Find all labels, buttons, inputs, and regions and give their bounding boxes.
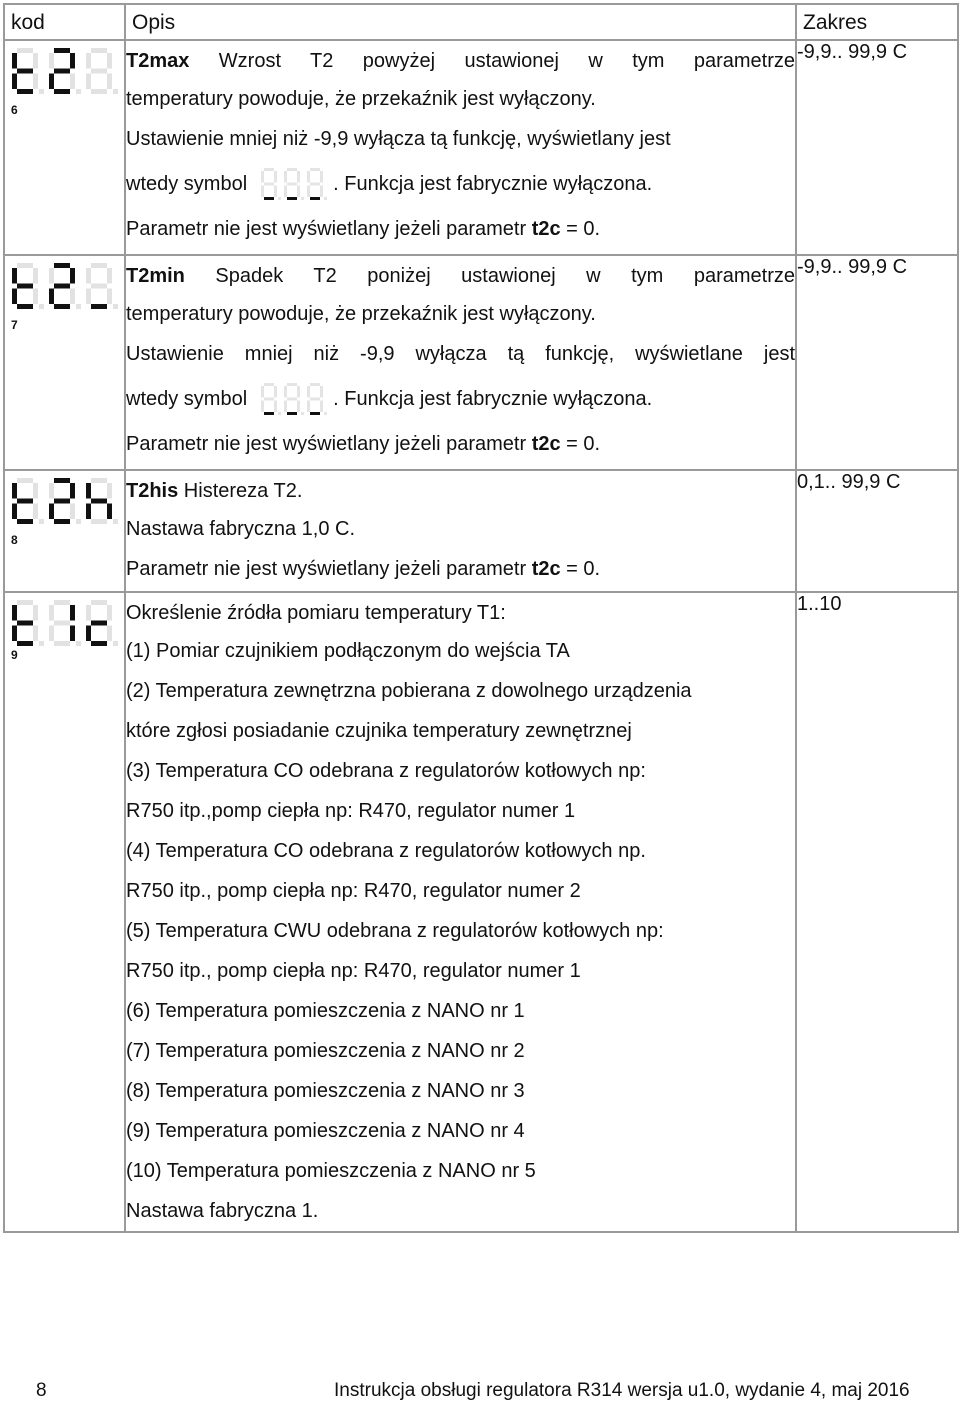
lcd-segment [264, 383, 274, 386]
lcd-segment [54, 263, 70, 268]
lcd-segment [12, 626, 17, 642]
lcd-segment [17, 478, 33, 483]
lcd-segment [274, 400, 277, 412]
lcd-segment [12, 605, 17, 621]
desc-line: (4) Temperatura CO odebrana z regulatorów kotłowych np. [126, 840, 646, 862]
desc-line: T2min Spadek T2 poniżej ustawionej w tym parametrze [126, 265, 795, 287]
lcd-segment [54, 48, 70, 53]
desc-line: Nastawa fabryczna 1,0 C. [126, 518, 355, 540]
lcd-segment [33, 483, 38, 499]
table-header-row [4, 4, 958, 40]
zakres-cell: 0,1.. 99,9 C [796, 470, 958, 592]
lcd-dot [76, 89, 81, 94]
lcd-segment [70, 74, 75, 90]
desc-line: Parametr nie jest wyświetlany jeżeli parametr t2c = 0. [126, 558, 601, 580]
lcd-segment [54, 69, 70, 74]
lcd-segment [91, 263, 107, 268]
desc-line: R750 itp., pomp ciepła np: R470, regulator numer 1 [126, 960, 581, 982]
table-row [4, 40, 958, 255]
desc-line: (8) Temperatura pomieszczenia z NANO nr 3 [126, 1080, 525, 1102]
lcd-segment [287, 383, 297, 386]
lcd-segment [49, 483, 54, 499]
lcd-segment [91, 621, 107, 626]
lcd-segment [86, 605, 91, 621]
desc-line: (3) Temperatura CO odebrana z regulatorów kotłowych np: [126, 760, 646, 782]
desc-line: temperatury powoduje, że przekaźnik jest wyłączony. [126, 88, 596, 110]
lcd-dot [113, 304, 118, 309]
desc-line: które zgłosi posiadanie czujnika temperatury zewnętrznej [126, 720, 632, 742]
lcd-segment [284, 171, 287, 183]
lcd-segment [320, 400, 323, 412]
lcd-segment [54, 284, 70, 289]
lcd-segment [33, 504, 38, 520]
lcd-segment [33, 289, 38, 305]
lcd-segment [264, 182, 274, 185]
lcd-segment [91, 600, 107, 605]
lcd-segment [107, 74, 112, 90]
lcd-segment [17, 600, 33, 605]
lcd-segment [264, 397, 274, 400]
lcd-segment [54, 621, 70, 626]
header-zakres: Zakres [796, 4, 958, 40]
header-kod: kod [4, 4, 125, 40]
lcd-segment [12, 483, 17, 499]
lcd-segment [91, 284, 107, 289]
lcd-segment [307, 185, 310, 197]
lcd-segment [274, 185, 277, 197]
lcd-segment [284, 400, 287, 412]
lcd-segment [54, 600, 70, 605]
lcd-segment [297, 185, 300, 197]
lcd-segment [86, 483, 91, 499]
lcd-segment [17, 519, 33, 524]
lcd-segment [310, 197, 320, 200]
lcd-segment [261, 185, 264, 197]
lcd-segment [310, 397, 320, 400]
lcd-segment [12, 53, 17, 69]
lcd-segment [91, 69, 107, 74]
header-opis: Opis [125, 4, 796, 40]
zakres-cell: -9,9.. 99,9 C [796, 40, 958, 255]
lcd-display-t2-underscore [8, 261, 120, 313]
lcd-segment [91, 89, 107, 94]
lcd-segment [54, 478, 70, 483]
lcd-segment [17, 263, 33, 268]
lcd-segment [70, 626, 75, 642]
lcd-segment [107, 289, 112, 305]
lcd-segment [107, 268, 112, 284]
opis-cell [125, 40, 796, 255]
lcd-segment [17, 499, 33, 504]
lcd-segment [107, 504, 112, 520]
row-number: 8 [11, 533, 18, 547]
table-row [4, 592, 958, 1232]
lcd-segment [320, 386, 323, 398]
desc-line: R750 itp.,pomp ciepła np: R470, regulator numer 1 [126, 800, 576, 822]
lcd-segment [91, 641, 107, 646]
lcd-segment [107, 605, 112, 621]
lcd-segment [49, 53, 54, 69]
lcd-dot [39, 519, 44, 524]
desc-line: Ustawienie mniej niż -9,9 wyłącza tą funkcję, wyświetlany jest [126, 128, 671, 150]
lcd-segment [107, 483, 112, 499]
lcd-segment [287, 182, 297, 185]
desc-line: (7) Temperatura pomieszczenia z NANO nr 2 [126, 1040, 525, 1062]
lcd-segment [287, 412, 297, 415]
desc-line: T2his Histereza T2. [126, 480, 303, 502]
lcd-segment [310, 168, 320, 171]
desc-line: temperatury powoduje, że przekaźnik jest wyłączony. [126, 303, 596, 325]
lcd-segment [49, 605, 54, 621]
lcd-segment [49, 626, 54, 642]
row-number: 7 [11, 318, 18, 332]
row-number: 6 [11, 103, 18, 117]
lcd-segment [17, 284, 33, 289]
lcd-segment [284, 185, 287, 197]
lcd-segment [17, 69, 33, 74]
lcd-segment [107, 53, 112, 69]
dash-symbol-icon [259, 380, 331, 420]
desc-line: R750 itp., pomp ciepła np: R470, regulator numer 2 [126, 880, 581, 902]
lcd-dot [278, 412, 281, 415]
desc-line: (10) Temperatura pomieszczenia z NANO nr 5 [126, 1160, 536, 1182]
lcd-segment [86, 268, 91, 284]
lcd-segment [261, 386, 264, 398]
kod-cell [4, 40, 125, 255]
lcd-segment [17, 48, 33, 53]
opis-cell [125, 470, 796, 592]
lcd-display-t2h [8, 476, 120, 528]
lcd-segment [297, 386, 300, 398]
lcd-segment [12, 268, 17, 284]
lcd-segment [284, 386, 287, 398]
desc-line: Ustawienie mniej niż -9,9 wyłącza tą funkcję, wyświetlane jest [126, 343, 795, 365]
lcd-segment [54, 89, 70, 94]
lcd-segment [310, 383, 320, 386]
lcd-segment [264, 197, 274, 200]
lcd-segment [287, 168, 297, 171]
lcd-segment [49, 504, 54, 520]
lcd-segment [320, 185, 323, 197]
table-row [4, 470, 958, 592]
lcd-segment [310, 412, 320, 415]
lcd-segment [33, 268, 38, 284]
lcd-segment [91, 304, 107, 309]
desc-line: Określenie źródła pomiaru temperatury T1: [126, 602, 506, 624]
lcd-display-t2 [8, 46, 120, 98]
lcd-dot [113, 519, 118, 524]
lcd-segment [91, 48, 107, 53]
lcd-segment [107, 626, 112, 642]
desc-line: (2) Temperatura zewnętrzna pobierana z dowolnego urządzenia [126, 680, 692, 702]
desc-line: wtedy symbol . Funkcja jest fabrycznie wyłączona. [126, 159, 795, 209]
lcd-segment [264, 168, 274, 171]
lcd-segment [287, 397, 297, 400]
desc-line: (6) Temperatura pomieszczenia z NANO nr 1 [126, 1000, 525, 1022]
lcd-dot [76, 304, 81, 309]
desc-line: (1) Pomiar czujnikiem podłączonym do wejścia TA [126, 640, 570, 662]
lcd-segment [86, 504, 91, 520]
lcd-segment [297, 400, 300, 412]
lcd-display-t1c [8, 598, 120, 650]
lcd-segment [70, 268, 75, 284]
zakres-cell: -9,9.. 99,9 C [796, 255, 958, 470]
lcd-segment [287, 197, 297, 200]
lcd-segment [17, 304, 33, 309]
lcd-segment [12, 74, 17, 90]
lcd-segment [17, 621, 33, 626]
lcd-dot [113, 641, 118, 646]
lcd-dot [39, 89, 44, 94]
zakres-cell: 1..10 [796, 592, 958, 1232]
lcd-segment [49, 268, 54, 284]
lcd-segment [86, 74, 91, 90]
kod-cell [4, 470, 125, 592]
lcd-dot [39, 304, 44, 309]
lcd-segment [49, 289, 54, 305]
lcd-segment [33, 53, 38, 69]
desc-line: T2max Wzrost T2 powyżej ustawionej w tym parametrze [126, 50, 795, 72]
page-number: 8 [36, 1380, 47, 1401]
lcd-segment [54, 499, 70, 504]
desc-line: Parametr nie jest wyświetlany jeżeli parametr t2c = 0. [126, 218, 601, 240]
lcd-segment [17, 89, 33, 94]
lcd-segment [70, 289, 75, 305]
lcd-segment [49, 74, 54, 90]
lcd-segment [91, 478, 107, 483]
desc-line: Nastawa fabryczna 1. [126, 1200, 319, 1222]
lcd-segment [274, 386, 277, 398]
footer-title: Instrukcja obsługi regulatora R314 wersja u1.0, wydanie 4, maj 2016 [334, 1380, 910, 1401]
lcd-segment [86, 53, 91, 69]
lcd-segment [91, 519, 107, 524]
lcd-dot [39, 641, 44, 646]
parameter-table [3, 3, 959, 1233]
lcd-segment [307, 171, 310, 183]
lcd-segment [261, 400, 264, 412]
lcd-segment [310, 182, 320, 185]
lcd-segment [320, 171, 323, 183]
lcd-segment [307, 386, 310, 398]
opis-cell [125, 255, 796, 470]
lcd-segment [54, 519, 70, 524]
lcd-segment [70, 605, 75, 621]
lcd-segment [54, 641, 70, 646]
desc-line: Parametr nie jest wyświetlany jeżeli parametr t2c = 0. [126, 433, 601, 455]
lcd-dot [301, 412, 304, 415]
lcd-segment [12, 289, 17, 305]
lcd-segment [70, 53, 75, 69]
lcd-segment [297, 171, 300, 183]
lcd-segment [261, 171, 264, 183]
row-number: 9 [11, 648, 18, 662]
desc-line: wtedy symbol . Funkcja jest fabrycznie wyłączona. [126, 374, 795, 424]
lcd-segment [12, 504, 17, 520]
table-row [4, 255, 958, 470]
desc-line: (9) Temperatura pomieszczenia z NANO nr 4 [126, 1120, 525, 1142]
lcd-segment [264, 412, 274, 415]
lcd-segment [33, 74, 38, 90]
lcd-segment [70, 504, 75, 520]
dash-symbol-icon [259, 165, 331, 205]
lcd-dot [76, 641, 81, 646]
lcd-dot [76, 519, 81, 524]
lcd-dot [324, 412, 327, 415]
lcd-segment [33, 626, 38, 642]
lcd-dot [324, 197, 327, 200]
lcd-dot [278, 197, 281, 200]
lcd-segment [54, 304, 70, 309]
lcd-segment [86, 289, 91, 305]
kod-cell [4, 592, 125, 1232]
lcd-segment [274, 171, 277, 183]
desc-line: (5) Temperatura CWU odebrana z regulatorów kotłowych np: [126, 920, 664, 942]
lcd-segment [70, 483, 75, 499]
opis-cell [125, 592, 796, 1232]
kod-cell [4, 255, 125, 470]
lcd-segment [91, 499, 107, 504]
lcd-dot [113, 89, 118, 94]
lcd-segment [86, 626, 91, 642]
lcd-segment [33, 605, 38, 621]
lcd-segment [17, 641, 33, 646]
lcd-segment [307, 400, 310, 412]
lcd-dot [301, 197, 304, 200]
